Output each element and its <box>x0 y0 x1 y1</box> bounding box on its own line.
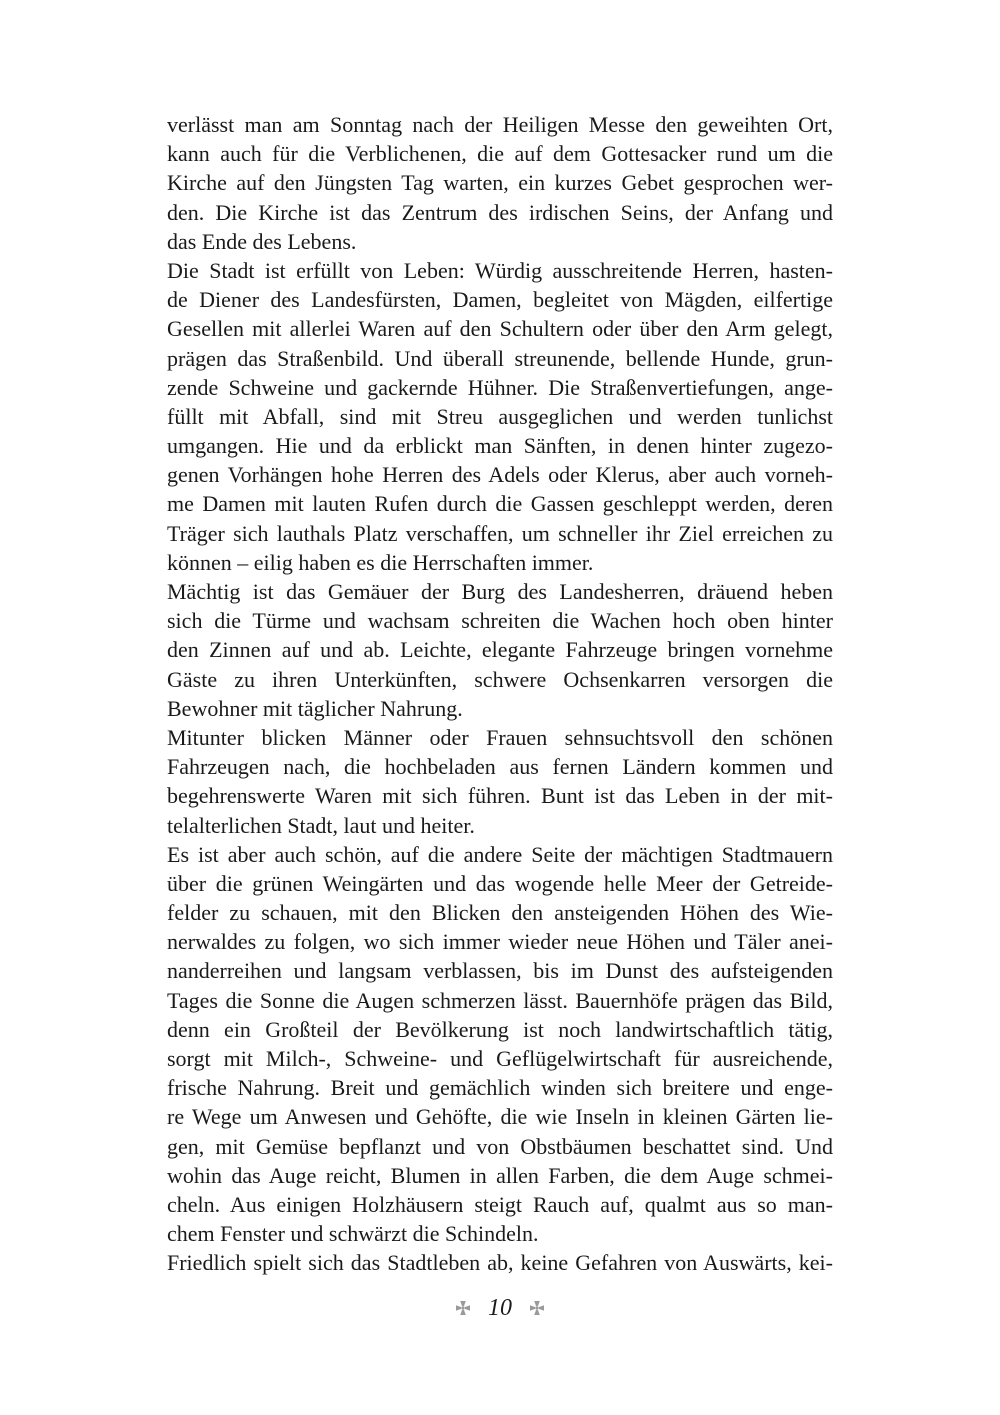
text-line: nanderreihen und langsam verblassen, bis im Dunst des aufsteigenden <box>167 958 833 984</box>
text-line: prägen das Straßenbild. Und überall streunende, bellende Hunde, grun- <box>167 345 833 371</box>
text-line: Friedlich spielt sich das Stadtleben ab, keine Gefahren von Auswärts, kei- <box>167 1250 833 1276</box>
text-line: Mitunter blicken Männer oder Frauen sehnsuchtsvoll den schönen <box>167 724 833 750</box>
text-line: genen Vorhängen hohe Herren des Adels oder Klerus, aber auch vorneh- <box>167 462 833 488</box>
cross-pattee-icon <box>456 1301 470 1315</box>
text-line: denn ein Großteil der Bevölkerung ist noch landwirtschaftlich tätig, <box>167 1016 833 1042</box>
cross-pattee-icon <box>530 1301 544 1315</box>
text-line: können – eilig haben es die Herrschaften immer. <box>167 549 594 575</box>
text-line: Bewohner mit täglicher Nahrung. <box>167 695 463 721</box>
text-line: chem Fenster und schwärzt die Schindeln. <box>167 1221 539 1247</box>
text-line: Fahrzeugen nach, die hochbeladen aus fernen Ländern kommen und <box>167 754 833 780</box>
text-line: Gesellen mit allerlei Waren auf den Schultern oder über den Arm gelegt, <box>167 316 833 342</box>
text-line: Träger sich lauthals Platz verschaffen, um schneller ihr Ziel erreichen zu <box>167 520 833 546</box>
text-line: über die grünen Weingärten und das wogende helle Meer der Getreide- <box>167 870 833 896</box>
text-line: Tages die Sonne die Augen schmerzen lässt. Bauernhöfe prägen das Bild, <box>167 987 833 1013</box>
page-footer <box>0 1291 1000 1325</box>
text-line: verlässt man am Sonntag nach der Heiligen Messe den geweihten Ort, <box>167 112 833 137</box>
text-line: zende Schweine und gackernde Hühner. Die Straßenvertiefungen, ange- <box>167 374 833 400</box>
text-line: felder zu schauen, mit den Blicken den ansteigenden Höhen des Wie- <box>167 900 833 926</box>
text-line: Kirche auf den Jüngsten Tag warten, ein kurzes Gebet gesprochen wer- <box>167 170 833 196</box>
text-line: Mächtig ist das Gemäuer der Burg des Landesherren, dräuend heben <box>167 579 833 604</box>
text-line: den Zinnen auf und ab. Leichte, elegante Fahrzeuge bringen vornehme <box>167 637 833 663</box>
text-line: re Wege um Anwesen und Gehöfte, die wie Inseln in kleinen Gärten lie- <box>167 1104 833 1130</box>
text-line: sorgt mit Milch-, Schweine- und Geflügelwirtschaft für ausreichende, <box>167 1046 833 1071</box>
text-line: Gäste zu ihren Unterkünften, schwere Ochsenkarren versorgen die <box>167 666 833 692</box>
text-line: den. Die Kirche ist das Zentrum des irdischen Seins, der Anfang und <box>167 199 833 225</box>
text-line: sich die Türme und wachsam schreiten die Wachen hoch oben hinter <box>167 608 833 634</box>
text-line: begehrenswerte Waren mit sich führen. Bunt ist das Leben in der mit- <box>167 783 833 809</box>
text-line: Die Stadt ist erfüllt von Leben: Würdig ausschreitende Herren, hasten- <box>167 257 833 283</box>
page-number: 10 <box>488 1294 512 1321</box>
text-line: telalterlichen Stadt, laut und heiter. <box>167 812 475 838</box>
text-line: de Diener des Landesfürsten, Damen, begleitet von Mägden, eilfertige <box>167 287 833 313</box>
text-line: das Ende des Lebens. <box>167 228 357 254</box>
text-line: nerwaldes zu folgen, wo sich immer wieder neue Höhen und Täler anei- <box>167 929 833 955</box>
text-line: kann auch für die Verblichenen, die auf dem Gottesacker rund um die <box>167 141 833 167</box>
body-text <box>167 110 833 1278</box>
text-line: umgangen. Hie und da erblickt man Sänften, in denen hinter zugezo- <box>167 433 833 459</box>
text-line: Es ist aber auch schön, auf die andere Seite der mächtigen Stadtmauern <box>167 841 833 867</box>
text-line: wohin das Auge reicht, Blumen in allen Farben, die dem Auge schmei- <box>167 1162 833 1188</box>
text-line: cheln. Aus einigen Holzhäusern steigt Rauch auf, qualmt aus so man- <box>167 1191 833 1217</box>
text-line: gen, mit Gemüse bepflanzt und von Obstbäumen beschattet sind. Und <box>167 1133 833 1159</box>
text-line: frische Nahrung. Breit und gemächlich winden sich breitere und enge- <box>167 1075 833 1101</box>
text-line: füllt mit Abfall, sind mit Streu ausgeglichen und werden tunlichst <box>167 403 833 429</box>
text-line: me Damen mit lauten Rufen durch die Gassen geschleppt werden, deren <box>167 491 833 517</box>
